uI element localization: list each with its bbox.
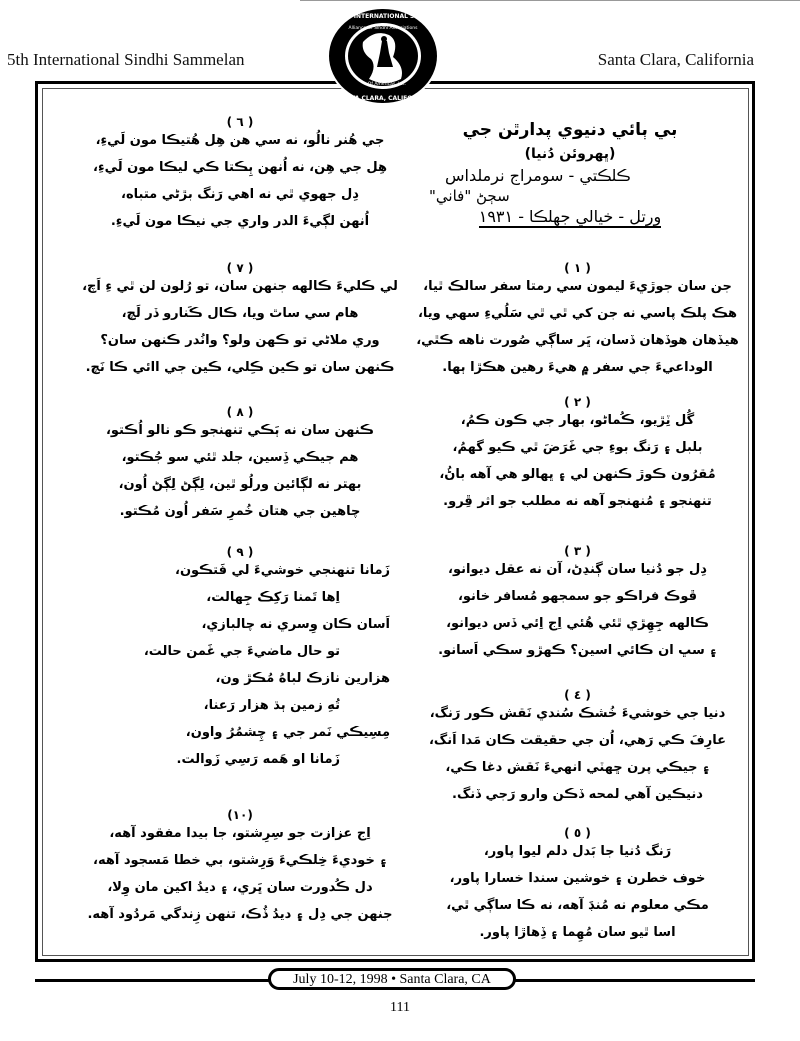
verse-line: لي ڪليءَ ڪالهه جنهن سان، تو رُلون لن ٿي ءِ اَچ، xyxy=(82,279,398,294)
verse-line: ڦوڪ فراڪو جو سمجهو مُسافر خانو، xyxy=(457,589,698,604)
left-stanza-9 xyxy=(60,542,420,780)
poem-subtitle: (ڀهروئن دُنيا) xyxy=(524,146,616,162)
svg-text:SANTA CLARA, CALIFORNIA: SANTA CLARA, CALIFORNIA xyxy=(337,95,429,102)
stanza-number: ( ٥ ) xyxy=(564,826,591,840)
stanza-number: ( ٦ ) xyxy=(226,115,254,129)
svg-text:Of Americas, Inc.: Of Americas, Inc. xyxy=(367,82,407,87)
left-stanza-8 xyxy=(60,402,420,532)
verse-line: دنيا جي خوشيءَ خُشڪ سُندي نَقش ڪور رَنگ، xyxy=(429,706,726,721)
verse-line: چاهين جي هتان خُمرِ سَفر اُون مُڪتو. xyxy=(119,504,361,519)
sammelan-logo xyxy=(327,7,439,105)
right-stanza-5 xyxy=(405,823,750,953)
verse-line: تُهِ زمين ٻڌ هزار رَعنا، xyxy=(203,698,340,713)
right-stanza-3 xyxy=(405,541,750,671)
right-stanza-1 xyxy=(405,258,750,388)
poem-author: ڪلڪتي - سومراج نرملداس xyxy=(445,166,631,185)
stanza-number: ( ٣ ) xyxy=(564,544,591,558)
verse-line: هم جيڪي ڏِسين، جلد ٿئي سو جُڪتو، xyxy=(121,450,359,465)
emblem-icon xyxy=(327,7,439,105)
left-stanza-10 xyxy=(60,805,420,935)
header-right-title: Santa Clara, California xyxy=(597,50,754,69)
stanza-number: ( ٤ ) xyxy=(564,688,591,702)
verse-line: تو حال ماضيءَ جي غَمن حالت، xyxy=(143,644,340,659)
right-stanza-2 xyxy=(405,392,750,522)
verse-line: جن سان جوڙيءَ ليمون سي رمتا سفر سالڪ ٿيا، xyxy=(423,279,732,294)
verse-line: بلبل ۽ رَنگ بوءِ جي غَرَضَ ٿي ڪيو گهمُ، xyxy=(452,440,703,455)
verse-line: رَنگ دُنيا جا بَدل دلم ليوا پاور، xyxy=(483,844,672,859)
verse-line: مِسِيڪي نَمر جي ۽ چِشمُرُ واون، xyxy=(185,725,390,740)
left-stanza-7 xyxy=(60,258,420,388)
poem-source-date: ورتل - خيالي جهلڪا - ١٩٣١ xyxy=(478,207,662,226)
poem-title: بي ٻائي دنيوي پدارٿن جي xyxy=(462,120,678,140)
verse-line: ڪنهن سان تو ڪين ڪِلي، ڪين جي اائي ڪا نَچ. xyxy=(85,360,395,375)
verse-line: ۽ سڀ ان ڪائي اسين؟ ڪهڙو سڪي اَسانو. xyxy=(438,643,717,658)
stanza-number: ( ٧ ) xyxy=(226,261,254,275)
verse-line: زَمانا او هَمه رَسِي زَوالت. xyxy=(176,752,340,767)
verse-line: عارِفَ ڪي رَهي، اُن جي حقيقت ڪان مَدا اَنگ، xyxy=(428,733,726,748)
footer-rule-right xyxy=(514,979,755,982)
verse-line: بهتر نه لڳائين ورلُو ٿين، لِڳڻ لِڳڻ اُون، xyxy=(118,477,362,492)
verse-line: دِل جو دُنيا سان ڳنڍڻ، آن نه عقل ديوانو، xyxy=(448,562,707,577)
event-dates-banner: July 10-12, 1998 • Santa Clara, CA xyxy=(268,968,516,990)
verse-line: جي هُنر نالُو، نه سي هن هِل هُتيڪا مون لَيءِ، xyxy=(95,133,385,148)
verse-line: اَسان ڪان وِسري نه چالبازي، xyxy=(201,617,390,632)
verse-line: اُنهن لڳيءَ الدر واري جي نيڪا مون لَيءِ. xyxy=(110,214,370,229)
verse-line: ۽ خوديءَ خِلڪيءَ وَرِشتو، بي خطا مَسجود آهه، xyxy=(93,853,387,868)
verse-line: دِل جهوي ٿي نه اهي رَنگ بڙڻي متباه، xyxy=(121,187,359,202)
verse-line: مڪي معلوم نه مُنڊَ آهه، نه ڪا ساڳي ٿي، xyxy=(446,898,709,913)
verse-line: ڪنهن سان نه ٻَڪي تنهنجو ڪو نالو اُڪتو، xyxy=(105,423,375,438)
verse-line: وري ملاڻي تو ڪهن ولو؟ وانُدر ڪنهن سان؟ xyxy=(100,333,380,348)
svg-text:Alliance Of Sindhi Association: Alliance Of Sindhi Associations xyxy=(348,26,418,31)
verse-line: ۽ جيڪي پرن ڇهٽي انهيءَ نَقش دغا ڪي، xyxy=(445,760,710,775)
stanza-number: ( ٢ ) xyxy=(564,395,591,409)
verse-line: هزارين نازڪ لباهُ مُڪڙ ون، xyxy=(215,671,390,686)
verse-line: زَمانا تنهنجي خوشيءَ لي فَتڪون، xyxy=(175,563,390,578)
svg-text:FIFTH INTERNATIONAL SINDHI: FIFTH INTERNATIONAL SINDHI xyxy=(332,13,434,20)
poem-pen-name: سڄڻ "فاني" xyxy=(429,187,510,205)
verse-line: اِج عزازت جو سِرِشتو، جا بيدا مفقود آهه، xyxy=(109,826,371,841)
verse-line: خوف خطرن ۽ خوشين سندا خسارا پاور، xyxy=(449,871,706,886)
left-stanza-6 xyxy=(60,112,420,242)
verse-line: جنهن جي دِل ۽ ديدُ ڏُڪ، تنهن زِندگي مَردُود آهه. xyxy=(87,907,393,922)
header-left-title: 5th International Sindhi Sammelan xyxy=(7,50,245,69)
right-stanza-4 xyxy=(405,685,750,815)
page-number: 111 xyxy=(390,1000,410,1015)
verse-line: ڪالهه جِهِڙي ٿئي هُئي اِج اِئي ڏس ديوانو، xyxy=(446,616,709,631)
verse-line: الوداعيءَ جي سفر ۾ هيءَ رهين هڪڙا ٻها. xyxy=(442,360,713,375)
verse-line: مُقرُون ڪوڙ ڪنهن لي ۽ ڀهالو هي آهه باڻُ، xyxy=(439,467,716,482)
verse-line: اِها تَمنا رَکِڪ جِهالت، xyxy=(206,590,340,605)
verse-line: هڪ پلڪ پاسي نه جن کي ٿي ٿي سَلُيءِ سهي ويا، xyxy=(417,306,737,321)
scan-artifact-rule xyxy=(300,0,800,1)
verse-line: هام سي ساٿ ويا، ڪال ڪَنارو ڏر لَچ، xyxy=(121,306,359,321)
stanza-number: ( ٨ ) xyxy=(226,405,254,419)
footer-rule-left xyxy=(35,979,270,982)
stanza-number: ( ٩ ) xyxy=(226,545,254,559)
verse-line: اسا ٿيو سان مُهِما ۽ ڏِهاڙا پاور. xyxy=(479,925,676,940)
verse-line: هِل جي هِن، نه اُنهن ٻِڪتا ڪي ليڪا مون لَيءِ، xyxy=(93,160,387,175)
verse-line: دنيڪين آهي لمحه ڏڪن وارو رَجي ڏنگ. xyxy=(452,787,703,802)
verse-line: هيڏهان هوڏهان ڏسان، ڀَر ساڳي صُورت ناهه ڪٿي، xyxy=(416,333,739,348)
poem-title-block xyxy=(425,120,715,226)
verse-line: تنهنجو ۽ مُنهنجو آهه نه مطلب جو اثر ڦِرو. xyxy=(443,494,712,509)
verse-line: گُل ٽِڙيو، ڪُماڻو، بهار جي ڪون ڪمُ، xyxy=(460,413,695,428)
stanza-number: ( ١ ) xyxy=(564,261,591,275)
stanza-number: (١٠) xyxy=(227,808,253,822)
verse-line: دل ڪُدورت سان ڀَري، ۽ ديدُ اکين مان وِلا، xyxy=(107,880,373,895)
